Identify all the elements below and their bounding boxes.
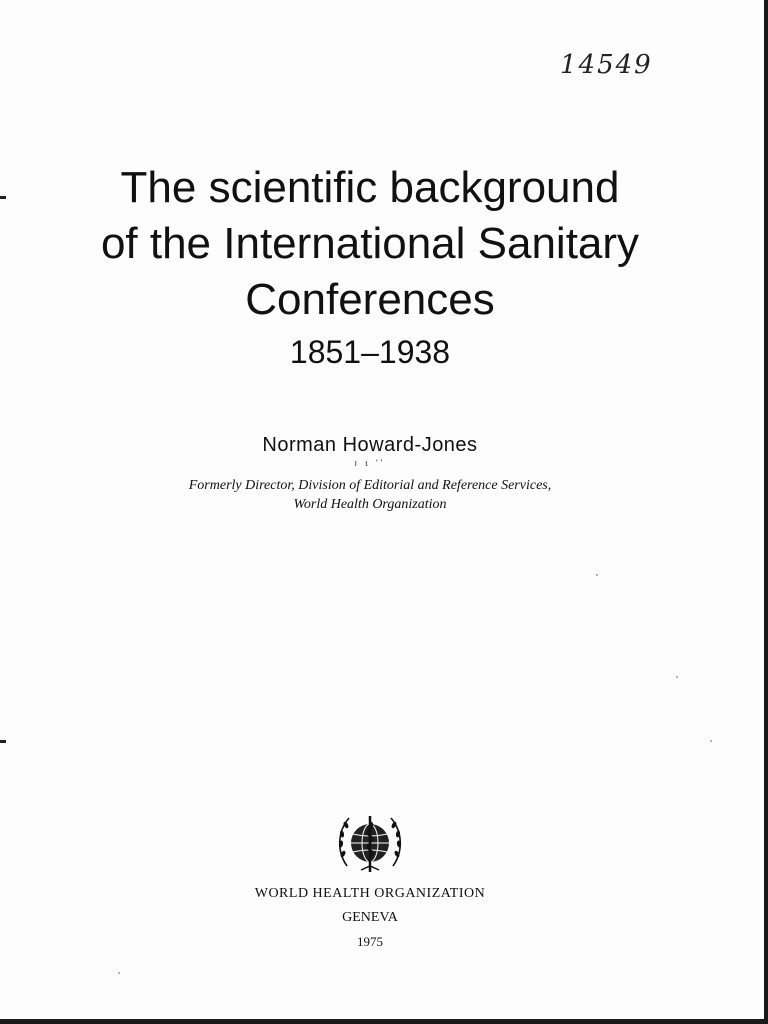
author-name: Norman Howard-Jones [262, 434, 478, 456]
scan-border-right [764, 0, 768, 1024]
scan-speck [676, 676, 678, 678]
publication-year: 1975 [357, 934, 383, 949]
title-line-2: of the International Sanitary [100, 219, 640, 268]
title-line-1: The scientific background [120, 163, 620, 212]
scan-border-bottom [0, 1019, 768, 1024]
who-emblem-icon [333, 806, 407, 880]
title-line-3: Conferences [245, 275, 495, 324]
handwritten-number: 14549 [560, 50, 653, 80]
scan-edge-mark [0, 740, 6, 743]
author-affiliation-1: Formerly Director, Division of Editorial and Reference Services, [188, 478, 552, 493]
title-years: 1851–1938 [289, 334, 451, 370]
publisher-name: WORLD HEALTH ORGANIZATION [254, 886, 486, 901]
scan-speck [596, 574, 598, 576]
author-handwritten-mark: ı ɩ '' [354, 458, 386, 468]
scan-speck [118, 972, 120, 974]
author-affiliation-2: World Health Organization [293, 497, 447, 512]
scan-speck [710, 740, 712, 742]
publisher-city: GENEVA [342, 910, 398, 925]
